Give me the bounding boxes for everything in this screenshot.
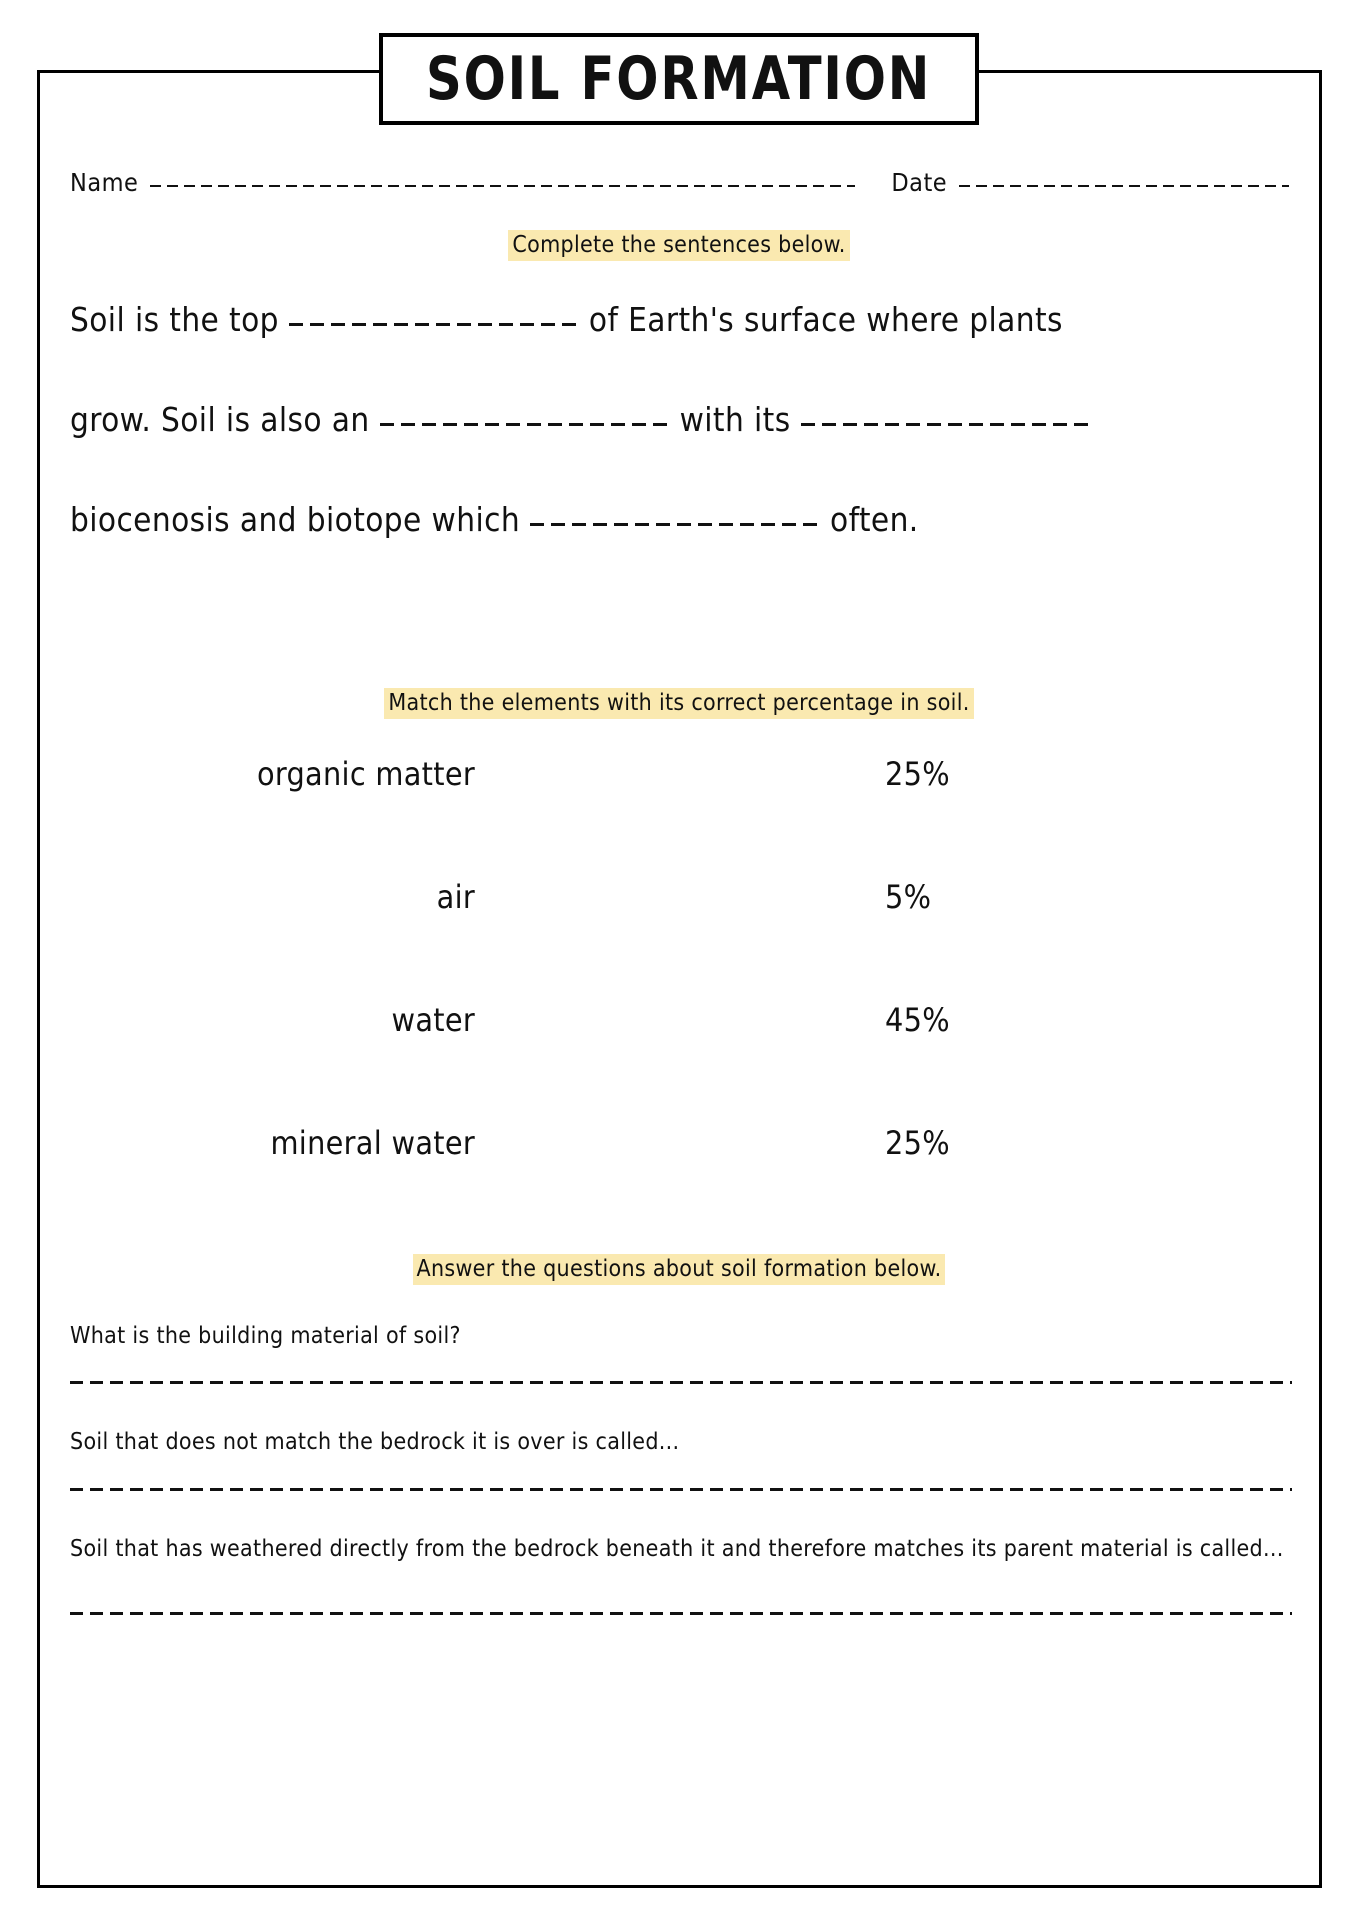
answer-line[interactable]: [70, 1381, 1292, 1384]
paragraph-line-1-text-a: Soil is the top: [70, 300, 279, 339]
blank-3[interactable]: [801, 423, 1091, 426]
matching-exercise: [70, 755, 1292, 1247]
question-text: What is the building material of soil?: [70, 1323, 461, 1349]
fill-in-paragraph: [70, 300, 1292, 600]
instruction-matching: Match the elements with its correct percentage in soil.: [384, 688, 973, 719]
matching-element[interactable]: water: [391, 1001, 475, 1039]
page-title: SOIL FORMATION: [426, 44, 932, 114]
matching-percentage[interactable]: 45%: [885, 1001, 950, 1039]
date-input-line[interactable]: [959, 185, 1289, 187]
paragraph-line-3-text-b: often.: [830, 500, 919, 539]
question-block: [70, 1320, 1292, 1384]
matching-percentage[interactable]: 25%: [885, 1124, 950, 1162]
blank-2[interactable]: [380, 423, 670, 426]
blank-1[interactable]: [289, 323, 579, 326]
name-label: Name: [70, 168, 139, 197]
matching-element[interactable]: organic matter: [256, 755, 475, 793]
answer-line[interactable]: [70, 1488, 1292, 1491]
questions-section: [70, 1320, 1292, 1657]
question-text: Soil that has weathered directly from the bedrock beneath it and therefore matches its parent material is called...: [70, 1535, 1284, 1562]
instruction-questions: Answer the questions about soil formation below.: [413, 1254, 946, 1285]
matching-row[interactable]: [70, 755, 1292, 878]
date-label: Date: [891, 168, 948, 197]
paragraph-line-3: [70, 500, 1292, 600]
instruction-sentences: Complete the sentences below.: [508, 230, 849, 261]
paragraph-line-2-text-a: grow. Soil is also an: [70, 400, 370, 439]
matching-percentage[interactable]: 25%: [885, 755, 950, 793]
paragraph-line-1: [70, 300, 1292, 400]
matching-row[interactable]: [70, 1001, 1292, 1124]
instruction-questions-wrap: [0, 1254, 1358, 1285]
name-date-row: [70, 168, 1292, 197]
matching-element[interactable]: air: [436, 878, 475, 916]
name-input-line[interactable]: [150, 185, 855, 187]
title-box: [379, 33, 979, 125]
blank-4[interactable]: [530, 523, 820, 526]
instruction-matching-wrap: [0, 688, 1358, 719]
question-text: Soil that does not match the bedrock it is over is called...: [70, 1429, 680, 1456]
question-block: [70, 1533, 1292, 1615]
paragraph-line-2-text-b: with its: [679, 400, 791, 439]
instruction-sentences-wrap: [0, 230, 1358, 261]
matching-percentage[interactable]: 5%: [885, 878, 932, 916]
answer-line[interactable]: [70, 1612, 1292, 1615]
matching-element[interactable]: mineral water: [270, 1124, 475, 1162]
matching-row[interactable]: [70, 878, 1292, 1001]
paragraph-line-2: [70, 400, 1292, 500]
paragraph-line-3-text-a: biocenosis and biotope which: [70, 500, 521, 539]
question-block: [70, 1426, 1292, 1490]
matching-row[interactable]: [70, 1124, 1292, 1247]
paragraph-line-1-text-b: of Earth's surface where plants: [588, 300, 1063, 339]
